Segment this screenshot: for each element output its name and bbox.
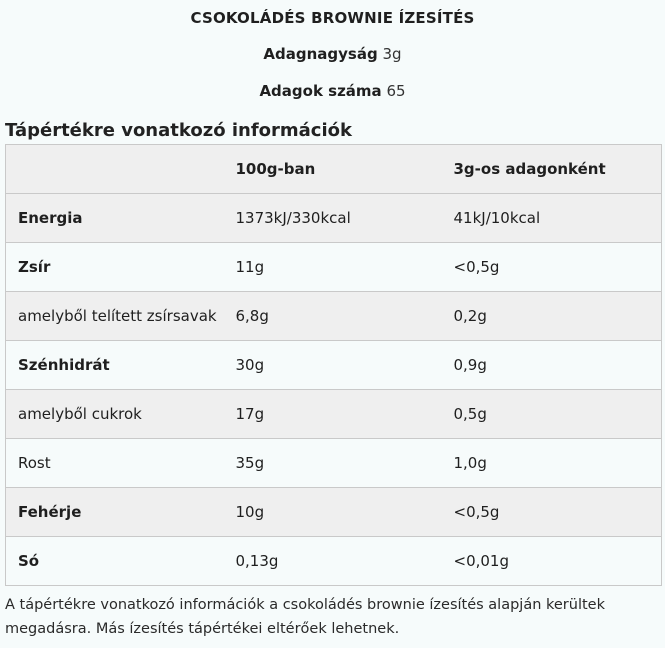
servings-count-label: Adagok száma bbox=[259, 82, 382, 100]
table-row bbox=[6, 341, 662, 390]
per-serving-cell: 0,9g bbox=[442, 341, 662, 390]
serving-size-value: 3g bbox=[382, 45, 402, 63]
table-row bbox=[6, 537, 662, 586]
table-row bbox=[6, 194, 662, 243]
table-row bbox=[6, 439, 662, 488]
per-serving-cell: 1,0g bbox=[442, 439, 662, 488]
per-100g-cell: 6,8g bbox=[224, 292, 442, 341]
nutrient-name-cell: amelyből cukrok bbox=[6, 390, 224, 439]
serving-size-label: Adagnagyság bbox=[263, 45, 378, 63]
per-100g-cell: 35g bbox=[224, 439, 442, 488]
per-serving-cell: <0,5g bbox=[442, 488, 662, 537]
per-100g-cell: 1373kJ/330kcal bbox=[224, 194, 442, 243]
per-100g-cell: 11g bbox=[224, 243, 442, 292]
table-row bbox=[6, 243, 662, 292]
nutrient-name-cell: Fehérje bbox=[6, 488, 224, 537]
flavor-title: CSOKOLÁDÉS BROWNIE ÍZESÍTÉS bbox=[190, 9, 475, 27]
column-header-per-100g: 100g-ban bbox=[224, 145, 442, 194]
servings-count-line bbox=[0, 82, 665, 100]
column-header-nutrient bbox=[6, 145, 224, 194]
table-row bbox=[6, 488, 662, 537]
column-header-per-serving: 3g-os adagonként bbox=[442, 145, 662, 194]
table-header-row bbox=[6, 145, 662, 194]
nutrient-name-cell: Energia bbox=[6, 194, 224, 243]
nutrition-table-body bbox=[6, 194, 662, 586]
per-100g-cell: 10g bbox=[224, 488, 442, 537]
per-100g-cell: 17g bbox=[224, 390, 442, 439]
table-row bbox=[6, 292, 662, 341]
per-serving-cell: <0,5g bbox=[442, 243, 662, 292]
per-100g-cell: 30g bbox=[224, 341, 442, 390]
per-serving-cell: 0,5g bbox=[442, 390, 662, 439]
nutrient-name-cell: Só bbox=[6, 537, 224, 586]
nutrient-name-cell: Rost bbox=[6, 439, 224, 488]
serving-size-line bbox=[0, 45, 665, 63]
section-heading: Tápértékre vonatkozó információk bbox=[5, 120, 352, 141]
per-serving-cell: 0,2g bbox=[442, 292, 662, 341]
nutrition-table bbox=[5, 144, 662, 586]
per-serving-cell: <0,01g bbox=[442, 537, 662, 586]
per-serving-cell: 41kJ/10kcal bbox=[442, 194, 662, 243]
nutrient-name-cell: Szénhidrát bbox=[6, 341, 224, 390]
table-row bbox=[6, 390, 662, 439]
nutrient-name-cell: Zsír bbox=[6, 243, 224, 292]
footnote: A tápértékre vonatkozó információk a csokoládés brownie ízesítés alapján kerültek megadásra. Más ízesítés tápértékei eltérőek lehetnek. bbox=[5, 597, 605, 637]
servings-count-value: 65 bbox=[386, 82, 406, 100]
per-100g-cell: 0,13g bbox=[224, 537, 442, 586]
nutrient-name-cell: amelyből telített zsírsavak bbox=[6, 292, 224, 341]
